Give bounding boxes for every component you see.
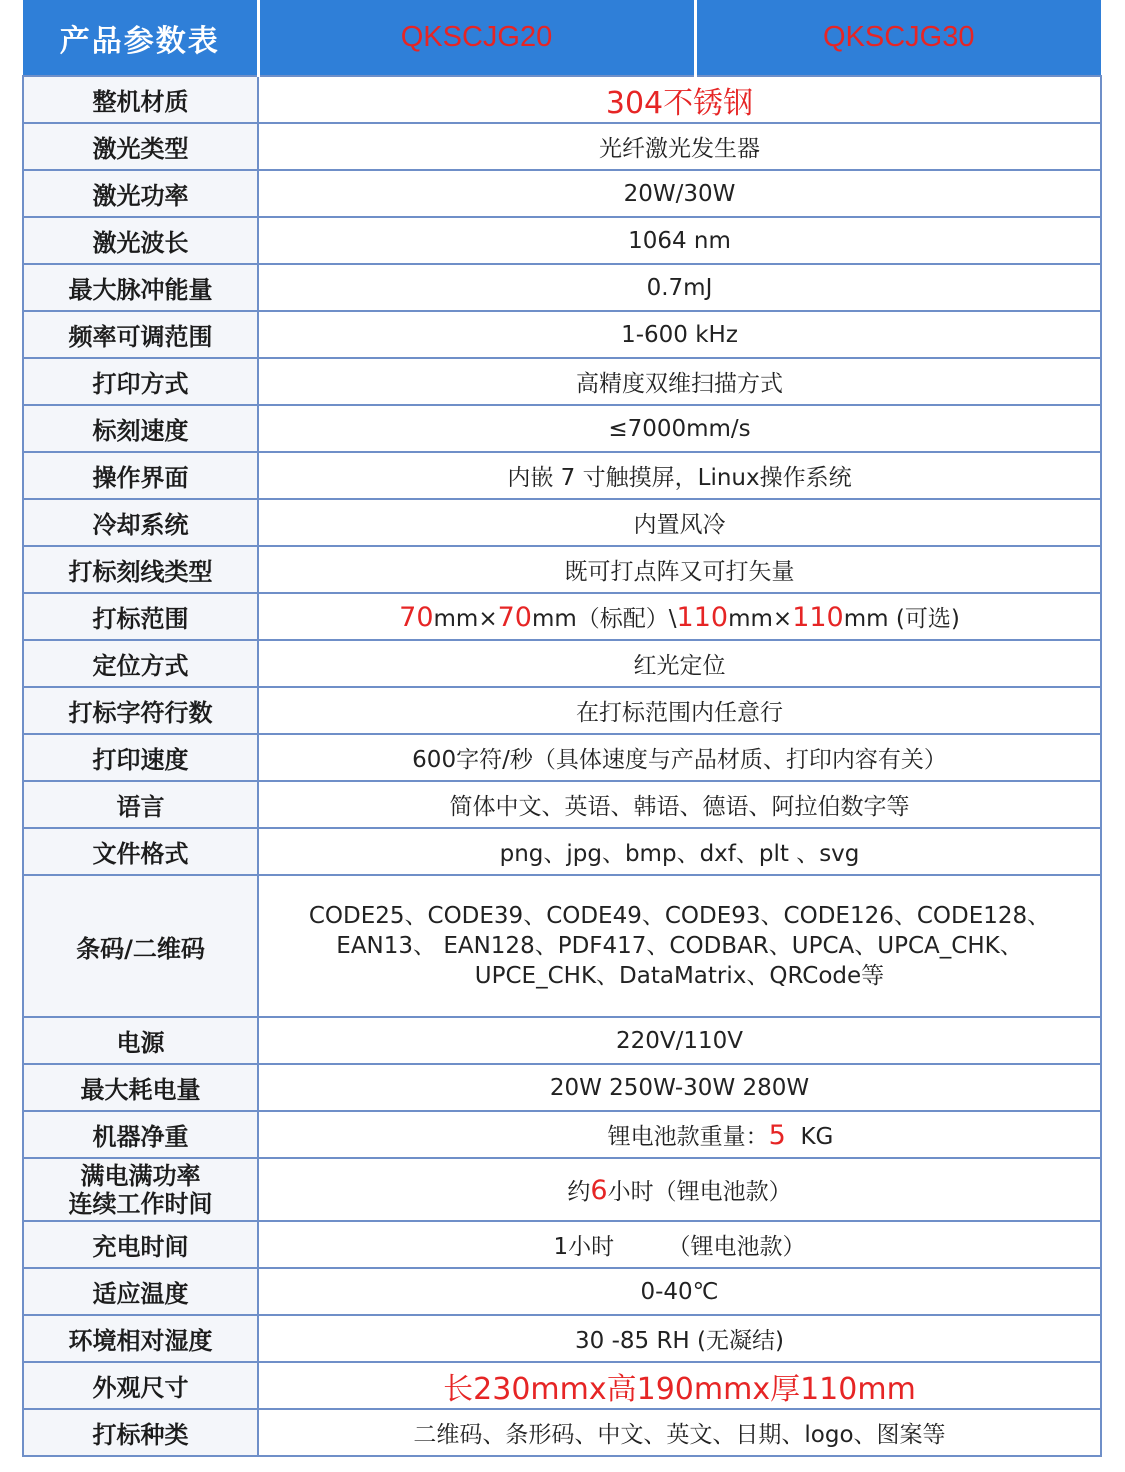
table-row	[23, 1221, 1101, 1268]
row-label-line: 连续工作时间	[68, 1189, 213, 1218]
row-label: 条码/二维码	[23, 875, 258, 1017]
range-number: 110	[792, 602, 844, 633]
weight-number: 5	[768, 1120, 786, 1151]
table-row	[23, 781, 1101, 828]
marking-range-value	[258, 593, 1101, 640]
model-qkscjg30: QKSCJG30	[695, 0, 1101, 76]
runtime-label	[23, 1158, 258, 1221]
table-row	[23, 311, 1101, 358]
row-label: 打印方式	[23, 358, 258, 405]
table-row	[23, 1268, 1101, 1315]
range-unit: mm×	[433, 606, 498, 632]
table-title: 产品参数表	[23, 0, 258, 76]
table-row	[23, 1409, 1101, 1456]
table-row	[23, 1362, 1101, 1409]
table-row	[23, 405, 1101, 452]
row-label: 机器净重	[23, 1111, 258, 1158]
range-unit: mm（标配）\	[531, 606, 677, 632]
row-value: 内嵌 7 寸触摸屏，Linux操作系统	[258, 452, 1101, 499]
table-row	[23, 640, 1101, 687]
table-row	[23, 358, 1101, 405]
row-label: 充电时间	[23, 1221, 258, 1268]
row-label: 外观尺寸	[23, 1362, 258, 1409]
row-label: 语言	[23, 781, 258, 828]
row-value: 1064 nm	[258, 217, 1101, 264]
table-row	[23, 170, 1101, 217]
row-label: 定位方式	[23, 640, 258, 687]
row-value: 1小时 （锂电池款）	[258, 1221, 1101, 1268]
model-qkscjg20: QKSCJG20	[258, 0, 695, 76]
row-value: 红光定位	[258, 640, 1101, 687]
table-row	[23, 499, 1101, 546]
barcode-line: EAN13、 EAN128、PDF417、CODBAR、UPCA、UPCA_CHK、	[336, 933, 1023, 959]
row-value: ≤7000mm/s	[258, 405, 1101, 452]
row-value: 内置风冷	[258, 499, 1101, 546]
row-label: 整机材质	[23, 76, 258, 123]
barcode-value	[258, 875, 1101, 1017]
table-row	[23, 452, 1101, 499]
table-header	[23, 0, 1101, 76]
table-row	[23, 217, 1101, 264]
row-value: 光纤激光发生器	[258, 123, 1101, 170]
table-row	[23, 264, 1101, 311]
table-row	[23, 1315, 1101, 1362]
table-row	[23, 546, 1101, 593]
weight-unit: KG	[800, 1124, 834, 1150]
row-label: 打标范围	[23, 593, 258, 640]
runtime-suffix: 小时（锂电池款）	[607, 1179, 792, 1205]
row-value: 20W/30W	[258, 170, 1101, 217]
table-row	[23, 123, 1101, 170]
barcode-line: UPCE_CHK、DataMatrix、QRCode等	[474, 963, 885, 989]
runtime-number: 6	[590, 1175, 608, 1206]
barcode-line: CODE25、CODE39、CODE49、CODE93、CODE126、CODE128、	[308, 903, 1051, 929]
row-value: 0.7mJ	[258, 264, 1101, 311]
row-value: 长230mmx高190mmx厚110mm	[258, 1362, 1101, 1409]
range-number: 110	[676, 602, 729, 633]
row-label: 环境相对湿度	[23, 1315, 258, 1362]
table-row	[23, 828, 1101, 875]
row-label: 激光功率	[23, 170, 258, 217]
row-value: 在打标范围内任意行	[258, 687, 1101, 734]
row-label: 打标种类	[23, 1409, 258, 1456]
runtime-value	[258, 1158, 1101, 1221]
row-value: 220V/110V	[258, 1017, 1101, 1064]
row-label: 最大脉冲能量	[23, 264, 258, 311]
row-value: png、jpg、bmp、dxf、plt 、svg	[258, 828, 1101, 875]
table-row	[23, 1158, 1101, 1221]
range-unit: mm×	[728, 606, 793, 632]
row-value: 1-600 kHz	[258, 311, 1101, 358]
row-label: 激光波长	[23, 217, 258, 264]
table-row	[23, 1111, 1101, 1158]
weight-prefix: 锂电池款重量：	[607, 1124, 769, 1150]
row-label: 冷却系统	[23, 499, 258, 546]
row-value: 20W 250W-30W 280W	[258, 1064, 1101, 1111]
table-row	[23, 76, 1101, 123]
row-label: 打标刻线类型	[23, 546, 258, 593]
row-label: 适应温度	[23, 1268, 258, 1315]
row-value: 30 -85 RH (无凝结)	[258, 1315, 1101, 1362]
table-row	[23, 734, 1101, 781]
row-value: 600字符/秒（具体速度与产品材质、打印内容有关）	[258, 734, 1101, 781]
table-row	[23, 875, 1101, 1017]
table-row	[23, 1017, 1101, 1064]
row-label: 标刻速度	[23, 405, 258, 452]
net-weight-value	[258, 1111, 1101, 1158]
row-label: 激光类型	[23, 123, 258, 170]
row-label: 操作界面	[23, 452, 258, 499]
table-row	[23, 593, 1101, 640]
table-row	[23, 1064, 1101, 1111]
row-label: 打印速度	[23, 734, 258, 781]
row-label: 打标字符行数	[23, 687, 258, 734]
row-value: 简体中文、英语、韩语、德语、阿拉伯数字等	[258, 781, 1101, 828]
row-value: 0-40℃	[258, 1268, 1101, 1315]
row-value: 二维码、条形码、中文、英文、日期、logo、图案等	[258, 1409, 1101, 1456]
runtime-prefix: 约	[567, 1179, 591, 1205]
row-label: 电源	[23, 1017, 258, 1064]
range-unit: mm (可选)	[843, 606, 960, 632]
row-value: 高精度双维扫描方式	[258, 358, 1101, 405]
row-value: 304不锈钢	[258, 76, 1101, 123]
row-label-line: 满电满功率	[80, 1161, 201, 1190]
row-label: 频率可调范围	[23, 311, 258, 358]
table-row	[23, 687, 1101, 734]
row-label: 最大耗电量	[23, 1064, 258, 1111]
range-number: 70	[399, 602, 434, 633]
range-number: 70	[497, 602, 532, 633]
row-value: 既可打点阵又可打矢量	[258, 546, 1101, 593]
spec-table	[22, 0, 1102, 1457]
row-label: 文件格式	[23, 828, 258, 875]
